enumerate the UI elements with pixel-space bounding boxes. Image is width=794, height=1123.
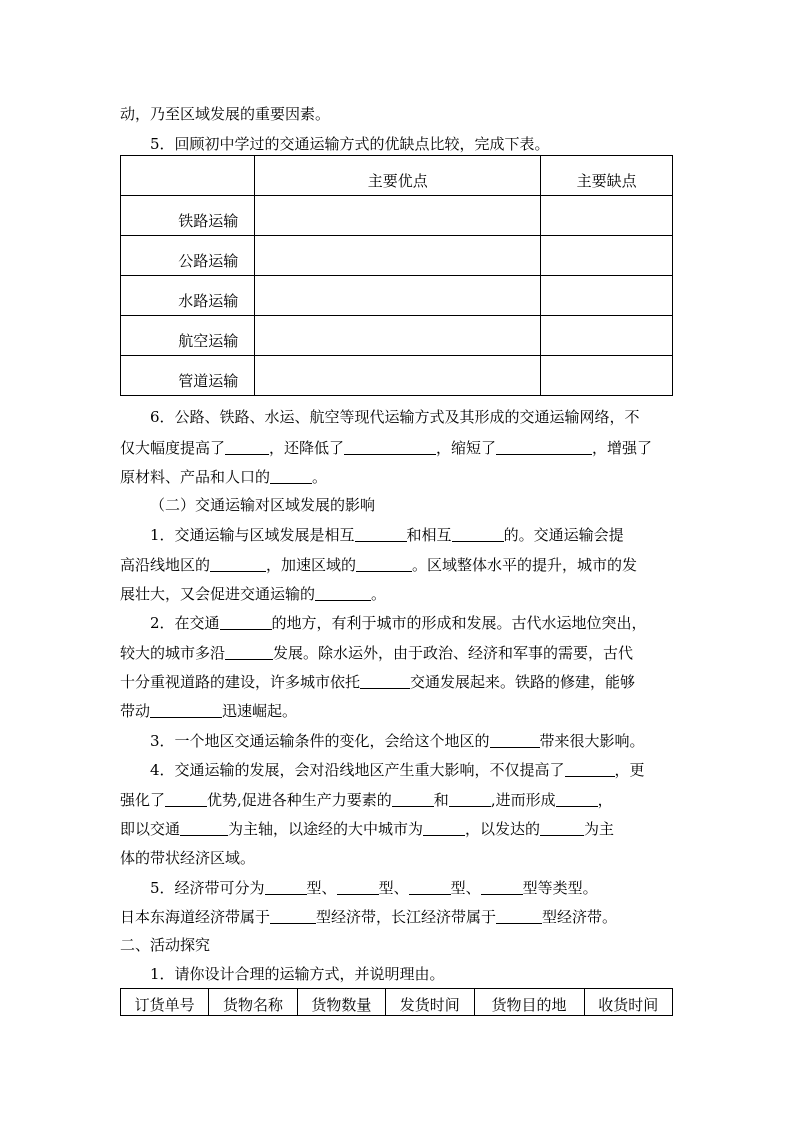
advantage-cell[interactable] (255, 276, 541, 316)
section-heading: （二）交通运输对区域发展的影响 (150, 496, 376, 514)
disadvantage-cell[interactable] (541, 196, 673, 236)
answer-blank[interactable] (265, 879, 307, 895)
answer-blank[interactable] (225, 644, 273, 660)
part-heading: 二、活动探究 (120, 936, 211, 954)
transport-comparison-table (120, 155, 673, 396)
answer-blank[interactable] (270, 468, 312, 484)
s2q1-line-3: 展壮大，又会促进交通运输的 。 (120, 585, 387, 603)
table-header-cell: 货物数量 (297, 989, 385, 1016)
activity-1: 1．请你设计合理的运输方式，并说明理由。 (150, 965, 445, 983)
table-row (121, 276, 673, 316)
answer-blank[interactable] (490, 732, 540, 748)
s2q2-line-3: 十分重视道路的建设，许多城市依托 交通发展起来。铁路的修建，能够 (120, 673, 636, 691)
answer-blank[interactable] (496, 908, 542, 924)
table-header-row (121, 156, 673, 196)
answer-blank[interactable] (540, 820, 584, 836)
table-header-cell: 订货单号 (121, 989, 209, 1016)
intro-text: 动，乃至区域发展的重要因素。 (120, 105, 331, 123)
answer-blank[interactable] (356, 556, 412, 572)
answer-blank[interactable] (423, 820, 465, 836)
table-row (121, 196, 673, 236)
answer-blank[interactable] (315, 585, 371, 601)
table-header-cell: 货物目的地 (474, 989, 584, 1016)
s2q3: 3．一个地区交通运输条件的变化，会给这个地区的 带来很大影响。 (150, 732, 645, 750)
table-row (121, 316, 673, 356)
table-row (121, 356, 673, 396)
advantage-cell[interactable] (255, 316, 541, 356)
answer-blank[interactable] (220, 614, 272, 630)
row-label: 水路运输 (121, 276, 255, 316)
advantage-cell[interactable] (255, 236, 541, 276)
disadvantage-cell[interactable] (541, 356, 673, 396)
s2q4-line-1: 4．交通运输的发展，会对沿线地区产生重大影响，不仅提高了 ，更 (150, 761, 645, 779)
q6-line-3: 原材料、产品和人口的 。 (120, 468, 328, 486)
answer-blank[interactable] (344, 439, 436, 455)
question-5: 5．回顾初中学过的交通运输方式的优缺点比较，完成下表。 (150, 135, 550, 153)
disadvantage-cell[interactable] (541, 236, 673, 276)
answer-blank[interactable] (449, 791, 491, 807)
answer-blank[interactable] (165, 791, 207, 807)
q6-line-2: 仅大幅度提高了 ，还降低了 ，缩短了 ，增强了 (120, 439, 653, 457)
answer-blank[interactable] (452, 526, 504, 542)
s2q4-line-4: 体的带状经济区域。 (120, 849, 256, 867)
answer-blank[interactable] (337, 879, 379, 895)
answer-blank[interactable] (270, 908, 316, 924)
s2q2-line-1: 2．在交通 的地方，有利于城市的形成和发展。古代水运地位突出， (150, 614, 647, 632)
table-header-cell: 发货时间 (386, 989, 474, 1016)
table-row (121, 236, 673, 276)
row-label: 管道运输 (121, 356, 255, 396)
table-header-cell (121, 156, 255, 196)
answer-blank[interactable] (556, 791, 598, 807)
table-header-cell: 主要优点 (255, 156, 541, 196)
row-label: 公路运输 (121, 236, 255, 276)
answer-blank[interactable] (355, 526, 407, 542)
disadvantage-cell[interactable] (541, 316, 673, 356)
s2q2-line-4: 带动 迅速崛起。 (120, 702, 298, 720)
table-header-row (121, 989, 673, 1016)
answer-blank[interactable] (150, 702, 222, 718)
s2q1-line-1: 1．交通运输与区域发展是相互 和相互 的。交通运输会提 (150, 526, 624, 544)
answer-blank[interactable] (565, 761, 615, 777)
s2q4-line-2: 强化了 优势,促进各种生产力要素的 和 ,进而形成 ， (120, 791, 613, 809)
advantage-cell[interactable] (255, 196, 541, 236)
answer-blank[interactable] (225, 439, 269, 455)
advantage-cell[interactable] (255, 356, 541, 396)
table-header-cell: 货物名称 (209, 989, 297, 1016)
answer-blank[interactable] (210, 556, 266, 572)
order-table (120, 988, 673, 1016)
answer-blank[interactable] (392, 791, 434, 807)
answer-blank[interactable] (360, 673, 410, 689)
s2q4-line-3: 即以交通 为主轴，以途经的大中城市为 ，以发达的 为主 (120, 820, 615, 838)
q6-line-1: 6．公路、铁路、水运、航空等现代运输方式及其形成的交通运输网络，不 (150, 408, 640, 426)
answer-blank[interactable] (409, 879, 451, 895)
table-header-cell: 主要缺点 (541, 156, 673, 196)
s2q5-line-1: 5．经济带可分为 型、 型、 型、 型等类型。 (150, 879, 598, 897)
disadvantage-cell[interactable] (541, 276, 673, 316)
s2q5-line-2: 日本东海道经济带属于 型经济带，长江经济带属于 型经济带。 (120, 908, 618, 926)
s2q1-line-2: 高沿线地区的 ，加速区域的 。区域整体水平的提升，城市的发 (120, 556, 638, 574)
answer-blank[interactable] (180, 820, 228, 836)
row-label: 航空运输 (121, 316, 255, 356)
answer-blank[interactable] (496, 439, 592, 455)
table-header-cell: 收货时间 (584, 989, 672, 1016)
answer-blank[interactable] (481, 879, 523, 895)
row-label: 铁路运输 (121, 196, 255, 236)
s2q2-line-2: 较大的城市多沿 发展。除水运外，由于政治、经济和军事的需要，古代 (120, 644, 634, 662)
